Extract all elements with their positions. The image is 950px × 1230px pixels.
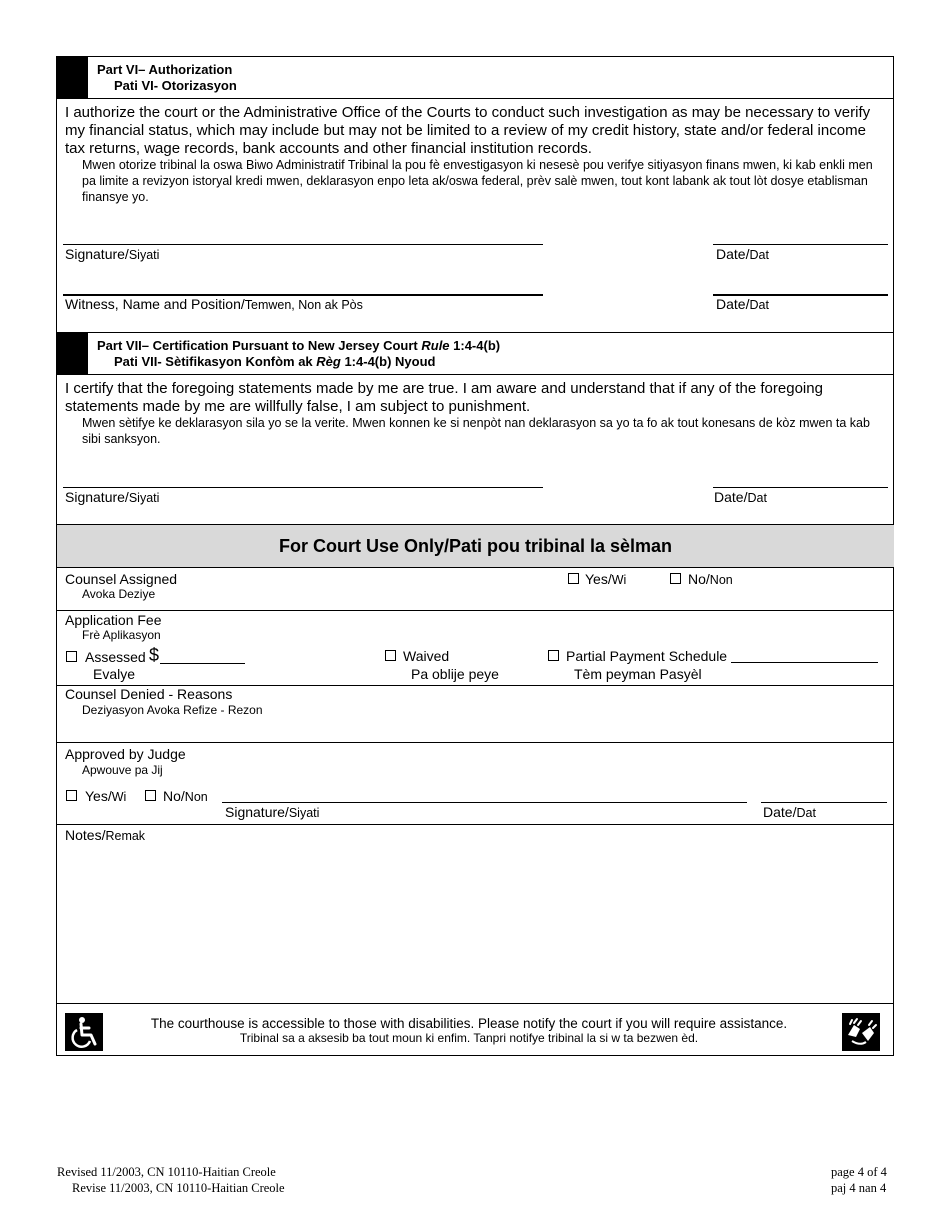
assessed-label-ht: Evalye xyxy=(93,666,136,682)
counsel-no-checkbox[interactable] xyxy=(670,573,681,584)
witness-date-label: Date/Dat xyxy=(716,296,769,312)
divider xyxy=(57,98,894,99)
date-label: Date/Dat xyxy=(716,246,769,262)
part7-text-ht: Mwen sètifye ke deklarasyon sila yo se la verite. Mwen konnen ke si nenpòt nan deklarasyon sa yo ta fo ak tout konesans de kòz mwen ta kab sibi sanksyon. xyxy=(82,416,870,446)
date-line[interactable] xyxy=(713,244,888,245)
counsel-denied-label-ht: Deziyasyon Avoka Refize - Rezon xyxy=(82,703,263,717)
waived-label-ht: Pa oblije peye xyxy=(411,666,499,682)
assessed-amount-field[interactable] xyxy=(160,663,245,664)
judge-signature-line[interactable] xyxy=(222,802,747,803)
divider xyxy=(57,824,894,825)
partial-payment-field[interactable] xyxy=(731,662,878,663)
page-number-en: page 4 of 4 xyxy=(831,1165,887,1179)
divider xyxy=(57,332,894,333)
app-fee-label-ht: Frè Aplikasyon xyxy=(82,628,161,642)
assessed-label: Assessed xyxy=(85,649,146,665)
judge-date-line[interactable] xyxy=(761,802,887,803)
waived-label: Waived xyxy=(403,648,450,664)
counsel-no-label: No/Non xyxy=(688,571,733,587)
approved-label-ht: Apwouve pa Jij xyxy=(82,763,163,777)
revised-label-en: Revised 11/2003, CN 10110-Haitian Creole xyxy=(57,1165,276,1179)
date-label: Date/Dat xyxy=(714,489,767,505)
notes-area[interactable] xyxy=(60,848,890,998)
partial-payment-label: Partial Payment Schedule xyxy=(566,648,728,664)
accessibility-text-ht: Tribinal sa a aksesib ba tout moun ki enfim. Tanpri notifye tribinal la si w ta bezwen èd. xyxy=(239,1031,699,1045)
part7-title-en: Part VII– Certification Pursuant to New Jersey Court Rule 1:4-4(b) xyxy=(97,338,501,353)
divider xyxy=(57,610,894,611)
judge-no-checkbox[interactable] xyxy=(145,790,156,801)
part6-text-en: I authorize the court or the Administrative Office of the Courts to conduct such investigation as may be necessary to verify my financial status, which may include but may not be limited to a review of my credit history, state and/or federal income tax returns, wage records, bank accounts and other financial institution records. xyxy=(65,104,871,157)
waived-checkbox[interactable] xyxy=(385,650,396,661)
judge-signature-label: Signature/Siyati xyxy=(225,804,320,820)
judge-yes-label: Yes/Wi xyxy=(85,788,127,804)
divider xyxy=(57,742,894,743)
revised-label-ht: Revise 11/2003, CN 10110-Haitian Creole xyxy=(72,1181,285,1195)
signature-line[interactable] xyxy=(63,244,543,245)
date-line[interactable] xyxy=(713,487,888,488)
divider xyxy=(57,567,894,568)
part6-title-ht: Pati VI- Otorizasyon xyxy=(114,78,237,93)
approved-label: Approved by Judge xyxy=(65,746,186,762)
part6-text-ht: Mwen otorize tribinal la oswa Biwo Administratif Tribinal la pou fè envestigasyon ki nesesè pou verifye sitiyasyon finans mwen, ki kab enkli men pa limite a revizyon istoryal kredi mwen, deklarasyon enpo leta ak/oswa federal, prèv salè mwen, tout kont labank ak tout lòt dosye etablisman finansye yo. xyxy=(82,158,873,204)
part7-text-en: I certify that the foregoing statements made by me are true. I am aware and understand that if any of the foregoing statements made by me are willfully false, I am subject to punishment. xyxy=(65,380,823,415)
partial-payment-label-ht: Tèm peyman Pasyèl xyxy=(574,666,702,682)
witness-label: Witness, Name and Position/Temwen, Non ak Pòs xyxy=(65,296,363,312)
sign-language-icon xyxy=(842,1013,880,1051)
part7-header-bar xyxy=(57,333,88,374)
court-use-header xyxy=(57,525,894,567)
part6-title-en: Part VI– Authorization xyxy=(97,62,233,77)
partial-payment-checkbox[interactable] xyxy=(548,650,559,661)
divider xyxy=(57,1003,894,1004)
part6-header-bar xyxy=(57,57,88,98)
counsel-denied-label: Counsel Denied - Reasons xyxy=(65,686,233,702)
dollar-sign: $ xyxy=(149,645,160,665)
signature-line[interactable] xyxy=(63,487,543,488)
counsel-yes-checkbox[interactable] xyxy=(568,573,579,584)
app-fee-label: Application Fee xyxy=(65,612,162,628)
counsel-yes-label: Yes/Wi xyxy=(585,571,627,587)
signature-label: Signature/Siyati xyxy=(65,246,160,262)
assessed-checkbox[interactable] xyxy=(66,651,77,662)
judge-yes-checkbox[interactable] xyxy=(66,790,77,801)
signature-label: Signature/Siyati xyxy=(65,489,160,505)
counsel-assigned-label: Counsel Assigned xyxy=(65,571,178,587)
judge-no-label: No/Non xyxy=(163,788,208,804)
counsel-assigned-label-ht: Avoka Deziye xyxy=(82,587,156,601)
page-number-ht: paj 4 nan 4 xyxy=(831,1181,887,1195)
part7-title-ht: Pati VII- Sètifikasyon Konfòm ak Règ 1:4-4(b) Nyoud xyxy=(114,354,436,369)
wheelchair-icon xyxy=(65,1013,103,1051)
judge-date-label: Date/Dat xyxy=(763,804,816,820)
accessibility-text-en: The courthouse is accessible to those with disabilities. Please notify the court if you will require assistance. xyxy=(150,1016,788,1031)
court-use-title: For Court Use Only/Pati pou tribinal la sèlman xyxy=(278,536,673,556)
divider xyxy=(57,374,894,375)
notes-label: Notes/Remak xyxy=(65,827,146,843)
